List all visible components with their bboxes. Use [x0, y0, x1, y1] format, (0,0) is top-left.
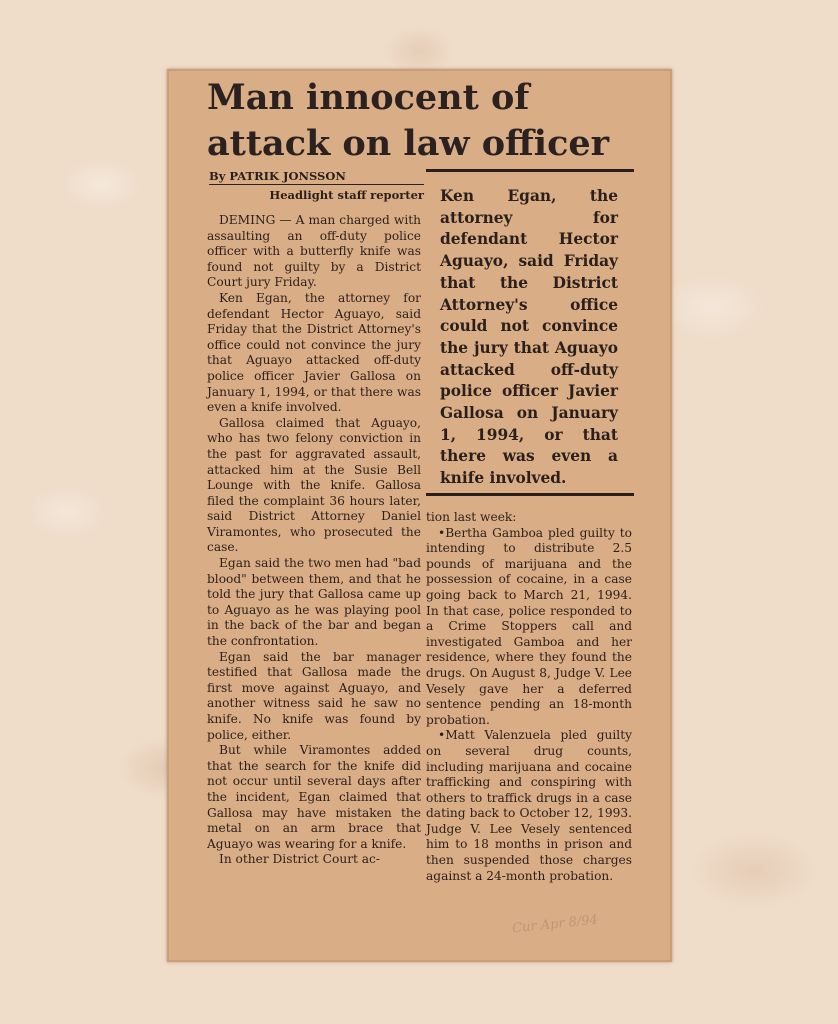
paragraph: •Matt Valenzuela pled guilty on several drug counts, including marijuana and cocaine trafficking and conspiring with others to traffick drugs in a case dating back to October 12, 1993. Judge V. Lee Vesely sentenced him to 18 months in prison and then suspended those charges against a 24-month probation.: [426, 728, 632, 883]
paragraph: DEMING — A man charged with assaulting an off-duty police officer with a butterfly knife was found not guilty by a District Court jury Friday.: [207, 213, 421, 290]
byline-name: By PATRIK JONSSON: [209, 169, 424, 185]
paragraph: Gallosa claimed that Aguayo, who has two felony conviction in the past for aggravated assault, attacked him at the Susie Bell Lounge with the knife. Gallosa filed the complaint 36 hours later, said District Attorney Daniel Viramontes, who prosecuted the case.: [207, 415, 421, 555]
paragraph: •Bertha Gamboa pled guilty to intending to distribute 2.5 pounds of marijuana and the possession of cocaine, in a case going back to March 21, 1994. In that case, police responded to a Crime Stoppers call and investigated Gamboa and her residence, where they found the drugs. On August 8, Judge V. Lee Vesely gave her a deferred sentence pending an 18-month probation.: [426, 525, 632, 727]
byline: [209, 169, 424, 202]
paragraph: tion last week:: [426, 510, 517, 524]
paragraph: Ken Egan, the attorney for defendant Hector Aguayo, said Friday that the District Attorney's office could not convince the jury that Aguayo attacked off-duty police officer Javier Gallosa on January 1, 1994, or that there was even a knife involved.: [207, 290, 421, 415]
article-column-2: [426, 510, 632, 884]
paragraph: But while Viramontes added that the search for the knife did not occur until several days after the incident, Egan claimed that Gallosa may have mistaken the metal on an arm brace that Aguayo was wearing for a knife.: [207, 743, 421, 851]
pull-quote-bottom-rule: [426, 493, 634, 496]
pull-quote-top-rule: [426, 169, 634, 172]
newspaper-clipping: [167, 69, 672, 962]
headline: Man innocent of attack on law officer: [207, 77, 610, 164]
article-column-1: [207, 213, 421, 868]
byline-role: Headlight staff reporter: [269, 188, 424, 202]
paragraph: Egan said the bar manager testified that Gallosa made the first move against Aguayo, and another witness said he saw no knife. No knife was found by police, either.: [207, 649, 421, 742]
pull-quote: Ken Egan, the attorney for defendant Hector Aguayo, said Friday that the District Attorney's office could not convince the jury that Aguayo attacked off-duty police officer Javier Gallosa on January 1, 1994, or that there was even a knife involved.: [440, 187, 618, 488]
handwritten-note: Cur Apr 8/94: [511, 912, 599, 937]
paragraph: In other District Court ac-: [219, 852, 380, 867]
paragraph: Egan said the two men had "bad blood" between them, and that he told the jury that Gallosa came up to Aguayo as he was playing pool in the back of the bar and began the confrontation.: [207, 556, 421, 649]
